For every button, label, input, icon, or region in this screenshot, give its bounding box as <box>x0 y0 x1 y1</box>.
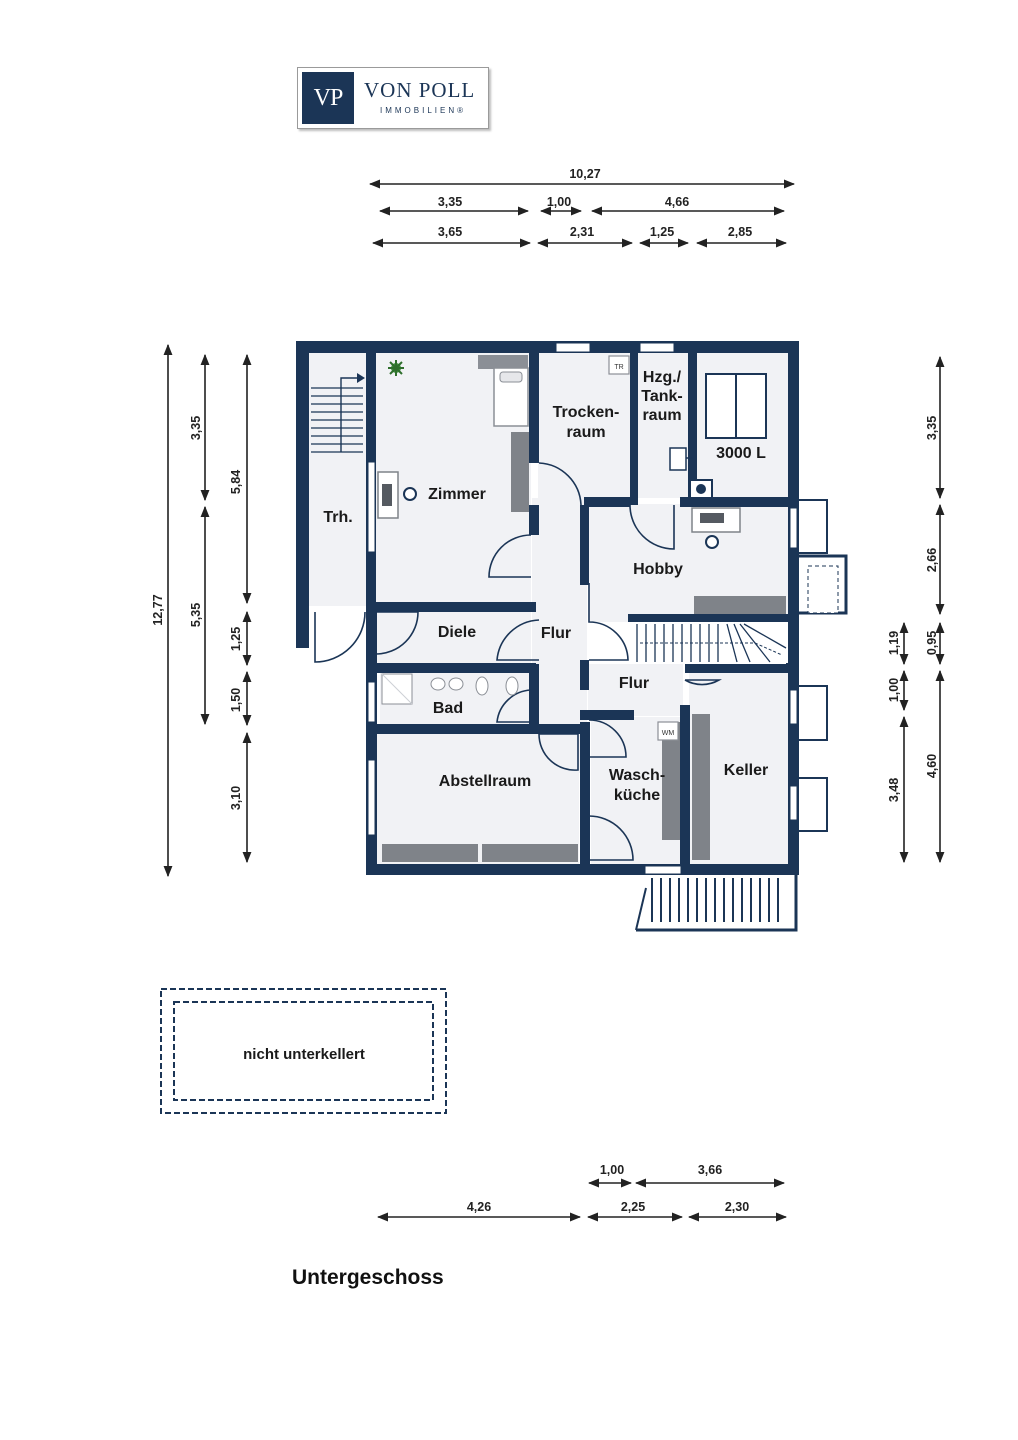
dim-label: 5,84 <box>229 469 243 495</box>
chair-icon <box>706 536 718 548</box>
dim-label: 4,26 <box>466 1200 492 1214</box>
window <box>645 866 681 874</box>
wall-hobby-top-left <box>584 497 630 507</box>
room-label-flur: Flur <box>540 625 572 642</box>
cabinet <box>694 596 786 614</box>
wall-diele-flur-lower <box>529 664 539 734</box>
window <box>790 690 797 724</box>
room-label-abstellraum: Abstellraum <box>438 773 532 790</box>
dim-label: 3,66 <box>697 1163 723 1177</box>
logo-subtitle: IMMOBILIEN® <box>380 106 467 115</box>
desk-icon <box>692 508 740 532</box>
window <box>368 682 375 722</box>
dim-label: 3,10 <box>229 785 243 811</box>
cabinet <box>511 432 529 512</box>
wall-flur-hobby <box>580 505 589 585</box>
dim-label: 1,25 <box>649 225 675 239</box>
room-label-trockenraum-2: raum <box>566 424 606 441</box>
dim-label: 2,31 <box>569 225 595 239</box>
window <box>790 786 797 820</box>
wall-zimmer-flur-mid <box>529 505 539 535</box>
dim-label: 12,77 <box>151 594 165 626</box>
room-label-flur-2: Flur <box>618 675 650 692</box>
cabinet <box>382 844 478 862</box>
window <box>790 508 797 548</box>
light-well-grate <box>808 566 838 613</box>
room-label-hobby: Hobby <box>633 561 683 578</box>
wall-outer-top <box>296 341 799 353</box>
wall-stair-keller <box>685 663 799 673</box>
light-well <box>799 778 827 831</box>
dryer-icon <box>609 356 629 374</box>
shower-icon <box>382 674 412 704</box>
room-label-diele: Diele <box>437 624 477 641</box>
light-well <box>799 686 827 740</box>
wall-wasch-keller <box>680 705 690 867</box>
desk-icon <box>378 472 398 518</box>
logo-name: VON POLL <box>364 78 476 102</box>
not-undercellared-area <box>161 989 446 1113</box>
dim-label: 1,00 <box>887 677 901 703</box>
dim-label: 2,30 <box>724 1200 750 1214</box>
plant-icon <box>388 360 404 376</box>
dim-label: 1,00 <box>599 1163 625 1177</box>
room-label-keller: Keller <box>723 762 769 779</box>
light-well <box>799 500 827 553</box>
dim-label: 0,95 <box>925 630 939 656</box>
washer-label: WM <box>661 730 675 737</box>
wall-bad-abstellraum <box>366 724 580 734</box>
dryer-label: TR <box>614 364 624 371</box>
nicht-unterkellert-label: nicht unterkellert <box>243 1046 365 1063</box>
dim-label: 1,00 <box>546 195 572 209</box>
cabinet <box>692 714 710 860</box>
room-label-tankraum-1: Hzg./ <box>642 369 682 386</box>
wall-zimmer-diele <box>366 602 536 612</box>
window <box>556 343 590 352</box>
staircase-icon <box>636 875 796 930</box>
room-label-tankraum-3: raum <box>642 407 682 424</box>
wall-zimmer-flur-upper <box>529 353 539 463</box>
dim-label: 3,35 <box>189 415 203 441</box>
room-label-zimmer: Zimmer <box>428 486 486 503</box>
dim-label: 3,35 <box>437 195 463 209</box>
dim-label: 1,50 <box>229 687 243 713</box>
room-label-trh: Trh. <box>323 509 353 526</box>
dim-label: 2,25 <box>620 1200 646 1214</box>
wall-entrance <box>296 606 309 648</box>
dim-label: 10,27 <box>569 167 601 181</box>
room-label-trockenraum-1: Trocken- <box>552 404 620 421</box>
room-label-waschkueche-2: küche <box>613 787 661 804</box>
window <box>640 343 674 352</box>
wall-waschkueche-west <box>580 722 590 875</box>
staircase-icon <box>634 622 786 664</box>
dim-label: 4,66 <box>664 195 690 209</box>
window <box>368 462 375 552</box>
wall-trocken-tank <box>630 353 638 505</box>
dim-label: 5,35 <box>189 602 203 628</box>
dim-label: 3,48 <box>887 777 901 803</box>
cabinet <box>482 844 578 862</box>
dim-label: 3,65 <box>437 225 463 239</box>
washing-machine-icon <box>658 722 678 740</box>
floor-title: Untergeschoss <box>292 1266 444 1289</box>
room-label-tankraum-2: Tank- <box>641 388 683 405</box>
room-label-waschkueche-1: Wasch- <box>608 767 666 784</box>
wall-flur-lower <box>580 660 589 690</box>
tank-volume-label: 3000 L <box>716 445 766 462</box>
wall-tank-split <box>688 353 697 498</box>
wall-hobby-stair <box>628 614 788 622</box>
wall-outer-bottom-left <box>366 864 588 875</box>
dim-label: 2,66 <box>925 547 939 573</box>
dim-label: 4,60 <box>925 753 939 779</box>
room-label-bad: Bad <box>432 700 464 717</box>
dim-label: 3,35 <box>925 415 939 441</box>
dim-label: 2,85 <box>727 225 753 239</box>
wall-logo-icon <box>298 552 308 608</box>
chair-icon <box>404 488 416 500</box>
floor-treppenhaus <box>309 353 375 606</box>
wall-flur2-wasch-left <box>580 710 634 720</box>
window <box>368 760 375 835</box>
logo-monogram: VP <box>302 72 354 124</box>
wall-diele-bad <box>366 663 536 673</box>
oil-tank-icon <box>706 374 766 438</box>
dim-label: 1,19 <box>887 630 901 656</box>
light-wells <box>799 500 846 831</box>
dim-label: 1,25 <box>229 626 243 652</box>
